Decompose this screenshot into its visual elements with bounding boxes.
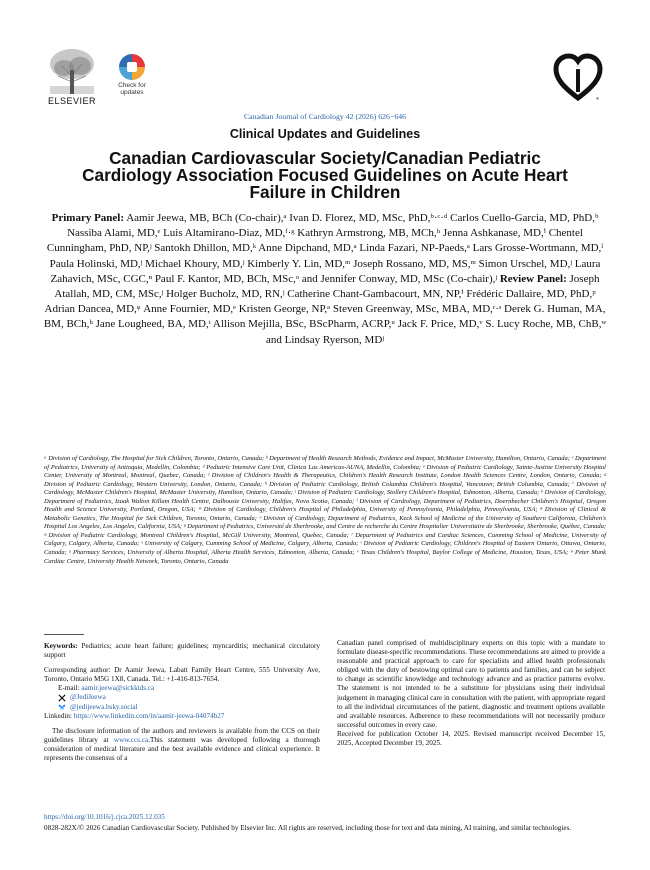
section-heading: Clinical Updates and Guidelines [229, 127, 421, 141]
primary-panel-authors: Aamir Jeewa, MB, BCh (Co-chair),ᵃ Ivan D. Florez, MD, MSc, PhD,ᵇ·ᶜ·ᵈ Carlos Cuello-Garcia, MD, PhD,ᵇ Nassiba Alami, MD,ᵉ Luis Altamirano-Diaz, MD,ᶠ·ᵍ Kathryn Armstrong, MB, MCh,ʰ Jenna Ashkanase, MD,ⁱ Chentel Cunningham, PhD, NP,ʲ Santokh Dhillon, MD,ᵏ Anne Dipchand, MD,ᵃ Linda Fazari, NP-Paeds,ᵃ Lars Grosse-Wortmann, MD,ˡ Paula Holinski, MD,ʲ Michael Khoury, MD,ʲ Kimberly Y. Lin, MD,ᵐ Joseph Rossano, MD, MS,ᵐ Simon Urschel, MD,ʲ Laura Zahavich, MSc, CGC,ⁿ Paul F. Kantor, MD, BCh, MSc,ᵒ and Jennifer Conway, MD, MSc (Co-chair),ʲ [46, 212, 604, 285]
x-handle-link[interactable]: @JediJeewa [70, 693, 106, 702]
statement-paragraph: Canadian panel comprised of multidisciplinary experts on this topic with a mandate to formulate disease-specific recommendations. These recommendations are aimed to provide a reasonable and practical approach to care for specialists and allied health professionals obliged with the duty of bestowing optimal care to patients and families, and can be subject to change as scientific knowledge and technology advance and as practice patterns evolve. The statement is not intended to be a substitute for physicians using their individual judgement in managing clinical care in consultation with the patient, with appropriate regard to all the individual circumstances of the patient, diagnostic and treatment options available and available resources. Adherence to these recommendations will not necessarily produce successful outcomes in every case. [337, 639, 605, 729]
x-handle-line [44, 693, 320, 702]
linkedin-line [44, 712, 320, 721]
email-label: E-mail: [58, 684, 80, 693]
disclosure-paragraph [44, 727, 320, 763]
x-logo-icon [58, 694, 66, 702]
check-for-updates-badge[interactable] [114, 54, 150, 104]
received-dates: Received for publication October 14, 2025. Revised manuscript received December 15, 2025, Accepted December 19, 2025. [337, 729, 605, 748]
author-list [40, 211, 610, 348]
title-line-3: Failure in Children [249, 182, 401, 202]
linkedin-link[interactable]: https://www.linkedin.com/in/aamir-jeewa-04074b27 [73, 711, 225, 720]
badge-line1: Check for [118, 82, 146, 89]
bluesky-handle-link[interactable]: @jedijeewa.bsky.social [70, 702, 138, 711]
doi-link[interactable]: https://doi.org/10.1016/j.cjca.2025.12.035 [44, 813, 165, 821]
copyright-notice: 0828-282X/© 2026 Canadian Cardiovascular Society. Published by Elsevier Inc. All rights are reserved, including those for text and data mining, AI training, and similar technologies. [44, 824, 572, 832]
corresponding-author: Corresponding author: Dr Aamir Jeewa, Labatt Family Heart Centre, 555 University Ave, Toronto, Ontario M5G 1X8, Canada. Tel.: +1-416-813-7654. [44, 666, 320, 684]
email-line [44, 684, 320, 693]
article-title [40, 150, 610, 201]
keywords-block [44, 642, 320, 660]
review-panel-label: Review Panel: [499, 272, 567, 285]
right-column [337, 639, 605, 754]
bluesky-butterfly-icon [58, 703, 66, 711]
title-line-1: Canadian Cardiovascular Society/Canadian Pediatric [109, 148, 541, 168]
affiliations: ᵃ Division of Cardiology, The Hospital for Sick Children, Toronto, Ontario, Canada; ᵇ Department of Health Research Methods, Evidence and Impact, McMaster University, Hamilton, Ontario, Canada; ᶜ Department of Pediatrics, University of Antioquia, Medellin, Colombia; ᵈ Pediatric Intensive Care Unit, Clinica Las Americas-AUNA, Medellin, Colombia; ᵉ Division of Pediatric Cardiology, Sainte-Justine University Hospital Center, University of Montreal, Montreal, Quebec, Canada; ᶠ Division of Children's Health & Therapeutics, Children's Health Research Institute, London Health Sciences Centre, London, Ontario, Canada; ᵍ Division of Pediatric Cardiology, Western University, London, Ontario, Canada; ʰ Division of Pediatric Cardiology, British Columbia Children's Hospital, Vancouver, British Columbia, Canada; ⁱ Division of Cardiology, McMaster Children's Hospital, McMaster University, Hamilton, Ontario, Canada; ʲ Division of Pediatric Cardiology, Stollery Children's Hospital, Edmonton, Alberta, Canada; ᵏ Division of Cardiology, Department of Pediatrics, Izaak Walton Killam Health Centre, Dalhousie University, Halifax, Nova Scotia, Canada; ˡ Division of Cardiology, Department of Pediatrics, Doernbecher Children's Hospital, Oregon Health and Science University, Portland, Oregon, USA; ᵐ Division of Cardiology, Children's Hospital of Philadelphia, University of Pennsylvania, Philadelphia, Pennsylvania, USA; ⁿ Division of Clinical & Metabolic Genetics, The Hospital for Sick Children, Toronto, Ontario, Canada; ᵒ Division of Cardiology, Department of Pediatrics, Keck School of Medicine of the University of Southern California, Children's Hospital Los Angeles, Los Angeles, California, USA; ᵖ Department of Pediatrics, Université de Sherbrooke, and Centre de recherche du Centre Hospitalier Universitaire de Sherbrooke, Sherbrooke, Québec, Canada; ᵠ Division of Pediatric Cardiology, Montreal Children's Hospital, McGill University, Montreal, Quebec, Canada; ʳ Department of Pediatrics and Cardiac Sciences, Cumming School of Medicine, University of Calgary, Calgary, Alberta, Canada; ˢ University of Calgary, Cumming School of Medicine, Calgary, Alberta, Canada; ᵗ Division of Pediatric Cardiology, Children's Hospital of Eastern Ontario, Ottawa, Ontario, Canada; ᵘ Pharmacy Services, University of Alberta Hospital, Alberta Health Services, Edmonton, Alberta, Canada; ᵛ Texas Children's Hospital, Baylor College of Medicine, Houston, Texas, USA; ʷ Peter Munk Cardiac Centre, University Health Network, Toronto, Ontario, Canada [44, 455, 606, 565]
disclosure-text-b: .This statement was developed following a thorough consideration of medical literature and the best available evidence and clinical experience. It represents the consensus of a [44, 735, 321, 763]
disclosure-text-a: The disclosure information of the authors and reviewers is available from the CCS on their guidelines library at [44, 726, 320, 744]
review-panel-authors: Joseph Atallah, MD, CM, MSc,ʲ Holger Bucholz, MD, RN,ʲ Catherine Chant-Gambacourt, MN, NP,ⁱ Frédéric Dallaire, MD, PhD,ᵖ Adrian Dancea, MD,ᵠ Anne Fournier, MD,ᵉ Kristen George, NP,ᵃ Steven Greenway, MSc, MBA, MD,ʳ·ˢ Derek G. Human, MA, BM, BCh,ʰ Jane Lougheed, BA, MD,ᵗ Allison Mejilla, BSc, BScPharm, ACRP,ᵘ Jack F. Price, MD,ᵛ S. Lucy Roche, MB, ChB,ʷ and Lindsay Ryerson, MDʲ [43, 272, 607, 346]
ccs-website-link[interactable]: www.ccs.ca [113, 735, 149, 744]
primary-panel-label: Primary Panel: [51, 212, 125, 224]
check-updates-icon [119, 54, 145, 80]
keywords-text: Pediatrics; acute heart failure; guidelines; myncarditis; mechanical circulatory support [44, 642, 320, 660]
svg-text:®: ® [596, 96, 599, 101]
bluesky-handle-line [44, 703, 320, 712]
title-line-2: Cardiology Association Focused Guidelines on Acute Heart [82, 165, 568, 185]
publisher-name: ELSEVIER [47, 96, 97, 106]
ccs-heart-logo [552, 52, 604, 102]
keywords-label: Keywords: [44, 642, 78, 650]
left-column [44, 642, 320, 769]
column-divider-rule [44, 634, 84, 635]
linkedin-label: Linkedin: [44, 711, 72, 720]
journal-citation-link[interactable]: Canadian Journal of Cardiology 42 (2026) 626−646 [243, 112, 407, 121]
email-link[interactable]: aamir.jeewa@sickkids.ca [81, 684, 155, 693]
badge-line2: updates [120, 89, 144, 96]
